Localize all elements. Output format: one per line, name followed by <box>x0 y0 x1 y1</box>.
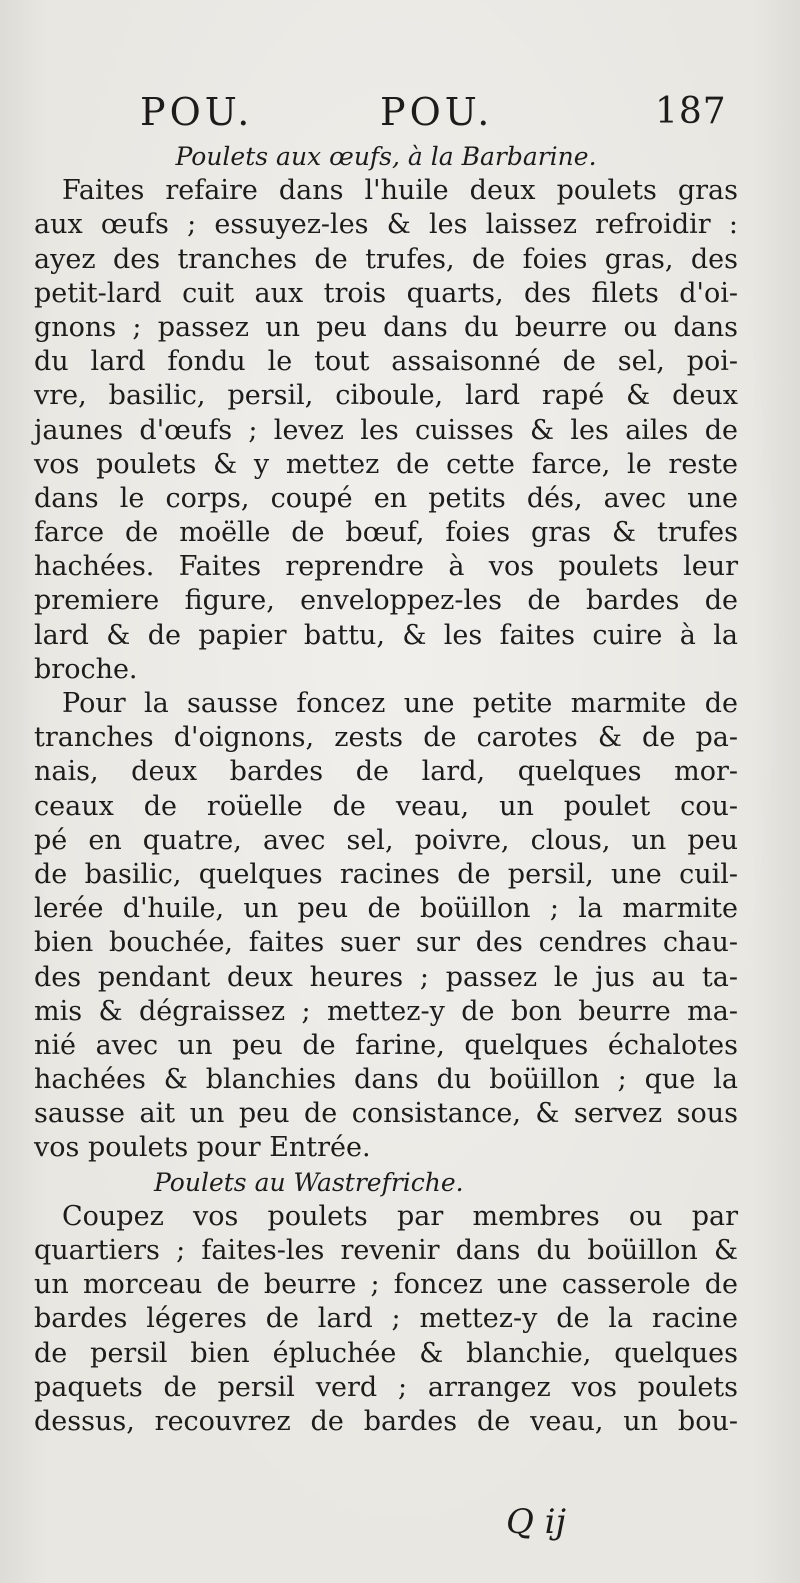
text-line: dessus, recouvrez de bardes de veau, un bou- <box>34 1405 738 1437</box>
text-line: mis & dégraissez ; mettez-y de bon beurre ma- <box>34 995 738 1027</box>
text-line: aux œufs ; essuyez-les & les laissez refroidir : <box>34 209 738 241</box>
text-line: broche. <box>34 653 138 685</box>
section-heading: Poulets aux œufs, à la Barbarine. <box>175 142 597 171</box>
running-head-right: POU. <box>380 90 494 134</box>
page-number: 187 <box>655 91 727 132</box>
text-line: petit-lard cuit aux trois quarts, des filets d'oi- <box>34 277 738 309</box>
text-line: vos poulets & y mettez de cette farce, le reste <box>34 448 738 480</box>
text-line: premiere figure, enveloppez-les de bardes de <box>34 585 738 617</box>
text-line: Faites refaire dans l'huile deux poulets gras <box>62 175 738 207</box>
paragraph <box>34 687 738 1166</box>
text-line: nié avec un peu de farine, quelques échalotes <box>34 1029 738 1061</box>
text-line: Coupez vos poulets par membres ou par <box>62 1200 738 1232</box>
text-line: lerée d'huile, un peu de boüillon ; la marmite <box>34 893 738 925</box>
paragraph <box>34 1200 738 1439</box>
text-line: nais, deux bardes de lard, quelques mor- <box>34 756 738 788</box>
text-block <box>34 140 738 1439</box>
running-head-left: POU. <box>140 90 254 134</box>
section-heading: Poulets au Wastrefriche. <box>154 1167 464 1197</box>
text-line: pé en quatre, avec sel, poivre, clous, un peu <box>34 824 738 856</box>
text-line: farce de moëlle de bœuf, foies gras & trufes <box>34 517 738 549</box>
text-line: lard & de papier battu, & les faites cuire à la <box>34 619 738 651</box>
text-line: ayez des tranches de trufes, de foies gras, des <box>34 243 738 275</box>
text-line: sausse ait un peu de consistance, & servez sous <box>34 1098 738 1130</box>
text-line: hachées & blanchies dans du boüillon ; que la <box>34 1064 738 1096</box>
text-line: bardes légeres de lard ; mettez-y de la racine <box>34 1303 738 1335</box>
text-line: vre, basilic, persil, ciboule, lard rapé & deux <box>34 380 738 412</box>
text-line: Pour la sausse foncez une petite marmite de <box>62 688 738 719</box>
text-line: ceaux de roüelle de veau, un poulet cou- <box>34 790 738 822</box>
text-line: des pendant deux heures ; passez le jus au ta- <box>34 961 738 993</box>
text-line: bien bouchée, faites suer sur des cendres chau- <box>34 927 738 959</box>
text-line: hachées. Faites reprendre à vos poulets leur <box>34 551 738 583</box>
text-line: paquets de persil verd ; arrangez vos poulets <box>34 1371 738 1403</box>
text-line: dans le corps, coupé en petits dés, avec une <box>34 482 738 514</box>
text-line: gnons ; passez un peu dans du beurre ou dans <box>34 311 738 343</box>
text-line: un morceau de beurre ; foncez une casserole de <box>34 1269 738 1301</box>
paragraph <box>34 174 738 687</box>
text-line: de persil bien épluchée & blanchie, quelques <box>34 1337 738 1369</box>
text-line: vos poulets pour Entrée. <box>34 1132 371 1164</box>
signature-mark: Q ij <box>506 1502 567 1542</box>
page-header <box>0 82 800 142</box>
text-line: tranches d'oignons, zests de carotes & de pa- <box>34 722 738 754</box>
text-line: de basilic, quelques racines de persil, une cuil- <box>34 858 738 890</box>
text-line: jaunes d'œufs ; levez les cuisses & les ailes de <box>34 414 738 446</box>
text-line: du lard fondu le tout assaisonné de sel, poi- <box>34 346 738 378</box>
text-line: quartiers ; faites-les revenir dans du boüillon & <box>34 1235 738 1266</box>
